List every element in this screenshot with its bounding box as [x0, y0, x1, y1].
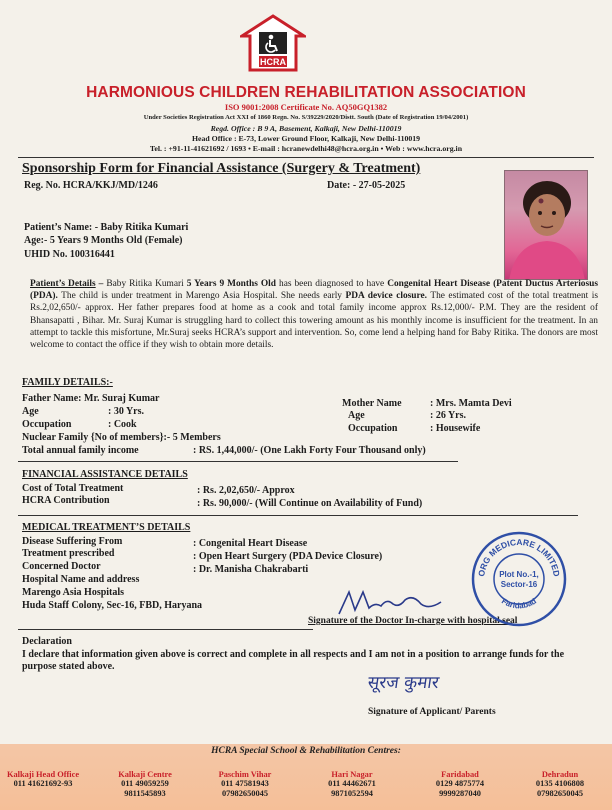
- mother-name-label: Mother Name: [342, 398, 402, 409]
- patient-age: Age:- 5 Years 9 Months Old (Female): [24, 235, 183, 246]
- svg-text:Plot No.-1,: Plot No.-1,: [499, 570, 539, 579]
- footer-centres: [0, 744, 612, 810]
- medical-title: MEDICAL TREATMENT’S DETAILS: [22, 522, 191, 533]
- centre-phone-2: 9871052594: [331, 789, 373, 798]
- applicant-signature: सूरज कुमार: [366, 673, 441, 693]
- centre-phone: 011 49059259: [121, 779, 169, 788]
- father-age: : 30 Yrs.: [108, 406, 145, 417]
- svg-text:Faridabad: Faridabad: [499, 596, 539, 611]
- father-occupation: : Cook: [108, 419, 137, 430]
- svg-text:HCRA: HCRA: [260, 57, 286, 67]
- centre-phone: 011 41621692-93: [13, 779, 73, 788]
- disease-label: Disease Suffering From: [22, 536, 123, 547]
- details-text-2: has been diagnosed to have: [276, 279, 388, 289]
- centre-name: Paschim Vihar: [218, 770, 272, 779]
- details-bold-3: PDA device closure.: [345, 291, 428, 302]
- centre-name: Kalkaji Head Office: [6, 770, 80, 779]
- financial-title: FINANCIAL ASSISTANCE DETAILS: [22, 469, 188, 480]
- details-heading: Patient’s Details: [30, 279, 96, 289]
- income-value: : RS. 1,44,000/- (One Lakh Forty Four Thousand only): [193, 445, 426, 456]
- head-office: Head Office : E-73, Lower Ground Floor, Kalkaji, New Delhi-110019: [191, 134, 421, 143]
- centre-name: Dehradun: [541, 770, 579, 779]
- declaration-text: I declare that information given above is correct and complete in all respects and I am not in a position to arrange funds for the purpose stated above.: [22, 649, 565, 672]
- doctor-label: Concerned Doctor: [22, 561, 101, 572]
- cost-label: Cost of Total Treatment: [22, 483, 124, 494]
- doctor-signature: [335, 584, 445, 618]
- centre-name: Kalkaji Centre: [118, 770, 172, 779]
- father-occupation-label: Occupation: [22, 419, 72, 430]
- svg-text:Sector-16: Sector-16: [500, 580, 538, 589]
- details-text-3: The child is under treatment in Marengo Asia Hospital. She needs early: [57, 291, 346, 302]
- details-bold-2: Congenital Heart Disease (Patent Ductus Arteriosus (PDA).: [30, 279, 599, 302]
- form-date: Date: - 27-05-2025: [327, 180, 406, 191]
- form-title: Sponsorship Form for Financial Assistance (Surgery & Treatment): [22, 161, 421, 176]
- hospital-address: Huda Staff Colony, Sec-16, FBD, Haryana: [22, 600, 203, 611]
- contribution-label: HCRA Contribution: [22, 495, 110, 506]
- hospital-name: Marengo Asia Hospitals: [22, 587, 125, 598]
- contact-line: Tel. : +91-11-41621692 / 1693 • E-mail : hcranewdelhi48@hcra.org.in • Web : www.hcra.org.in: [149, 144, 463, 153]
- mother-age-label: Age: [348, 410, 365, 421]
- income-label: Total annual family income: [22, 445, 139, 456]
- centre-phone-2: 07982650045: [536, 789, 584, 798]
- registration-act: Under Societies Registration Act XXI of 1860 Regn. No. S/39229/2020/Distt. South (Date of Registration 19/04/2001): [143, 114, 469, 121]
- regd-office: Regd. Office : B 9 A, Basement, Kalkaji, New Delhi-110019: [210, 124, 402, 133]
- treatment-value: : Open Heart Surgery (PDA Device Closure): [193, 551, 383, 562]
- centre-faridabad: [415, 770, 505, 799]
- centre-hari-nagar: [307, 770, 397, 799]
- centre-name: Hari Nagar: [331, 770, 373, 779]
- registration-number: Reg. No. HCRA/KKJ/MD/1246: [24, 180, 158, 191]
- mother-occupation-label: Occupation: [348, 423, 398, 434]
- doctor-value: : Dr. Manisha Chakrabarti: [193, 564, 309, 575]
- centre-phone-2: 07982650045: [221, 789, 269, 798]
- details-text-4: The estimated cost of the total treatment is Rs.2,02,650/- approx. Her father prepares food at home as a cook and total family income approx Rs.12,000/- P.M. They are the resident of Bhansapatti , Bihar. Mr. Suraj Kumar is struggling hard to collect this towering amount as his monthly income is insufficient for the treatment. In an attempt to tackle this misfortune, Mr.Suraj seeks HCRA’s support and intervention. So, come lend a helping hand for Baby Ritika. The donors are most welcome to contact the office if they wish to obtain more details.: [30, 291, 598, 351]
- section-divider: [18, 515, 578, 516]
- section-divider: [18, 461, 458, 462]
- org-name: HARMONIOUS CHILDREN REHABILITATION ASSOCIATION: [86, 84, 526, 101]
- centre-phone: 011 47581943: [221, 779, 269, 788]
- cost-value: : Rs. 2,02,650/- Approx: [197, 485, 295, 496]
- disease-value: : Congenital Heart Disease: [193, 538, 308, 549]
- mother-age: : 26 Yrs.: [430, 410, 467, 421]
- centre-phone: 011 44462671: [328, 779, 376, 788]
- hospital-label: Hospital Name and address: [22, 574, 140, 585]
- patient-photo: [504, 170, 588, 280]
- mother-name: : Mrs. Mamta Devi: [430, 398, 512, 409]
- centre-phone: 0135 4106808: [535, 779, 585, 788]
- iso-certificate: ISO 9001:2008 Certificate No. AQ50GQ1382: [224, 102, 388, 112]
- header-divider: [18, 157, 594, 158]
- doctor-signature-caption: Signature of the Doctor In-charge with hospital seal: [308, 616, 518, 626]
- family-details-title: FAMILY DETAILS:-: [22, 377, 113, 388]
- hospital-seal: [470, 530, 568, 628]
- centre-phone-2: 9999287040: [439, 789, 481, 798]
- centre-paschim-vihar: [200, 770, 290, 799]
- mother-occupation: : Housewife: [430, 423, 481, 434]
- hcra-logo: [240, 14, 306, 72]
- patient-details-paragraph: [30, 278, 598, 351]
- father-name: Father Name: Mr. Suraj Kumar: [22, 393, 160, 404]
- details-text-1: Baby Ritika Kumari: [106, 279, 187, 289]
- details-dash: –: [95, 279, 107, 289]
- svg-text:ORG MEDICARE LIMITED: ORG MEDICARE LIMITED: [476, 536, 562, 578]
- section-divider: [18, 629, 313, 630]
- declaration-title: Declaration: [22, 636, 72, 647]
- centre-phone-2: 9811545893: [124, 789, 166, 798]
- centre-kalkaji: [100, 770, 190, 799]
- centre-kalkaji-head: [0, 770, 88, 789]
- footer-title: HCRA Special School & Rehabilitation Centres:: [211, 746, 401, 756]
- patient-uhid: UHID No. 100316441: [24, 249, 115, 260]
- details-bold-1: 5 Years 9 Months Old: [186, 279, 276, 289]
- applicant-signature-caption: Signature of Applicant/ Parents: [368, 707, 496, 717]
- centre-name: Faridabad: [441, 770, 479, 779]
- patient-name: Patient’s Name: - Baby Ritika Kumari: [24, 222, 189, 233]
- father-age-label: Age: [22, 406, 39, 417]
- nuclear-family: Nuclear Family {No of members}:- 5 Members: [22, 432, 221, 443]
- treatment-label: Treatment prescribed: [22, 548, 115, 559]
- centre-phone: 0129 4875774: [435, 779, 485, 788]
- contribution-value: : Rs. 90,000/- (Will Continue on Availability of Fund): [197, 498, 423, 509]
- centre-dehradun: [515, 770, 605, 799]
